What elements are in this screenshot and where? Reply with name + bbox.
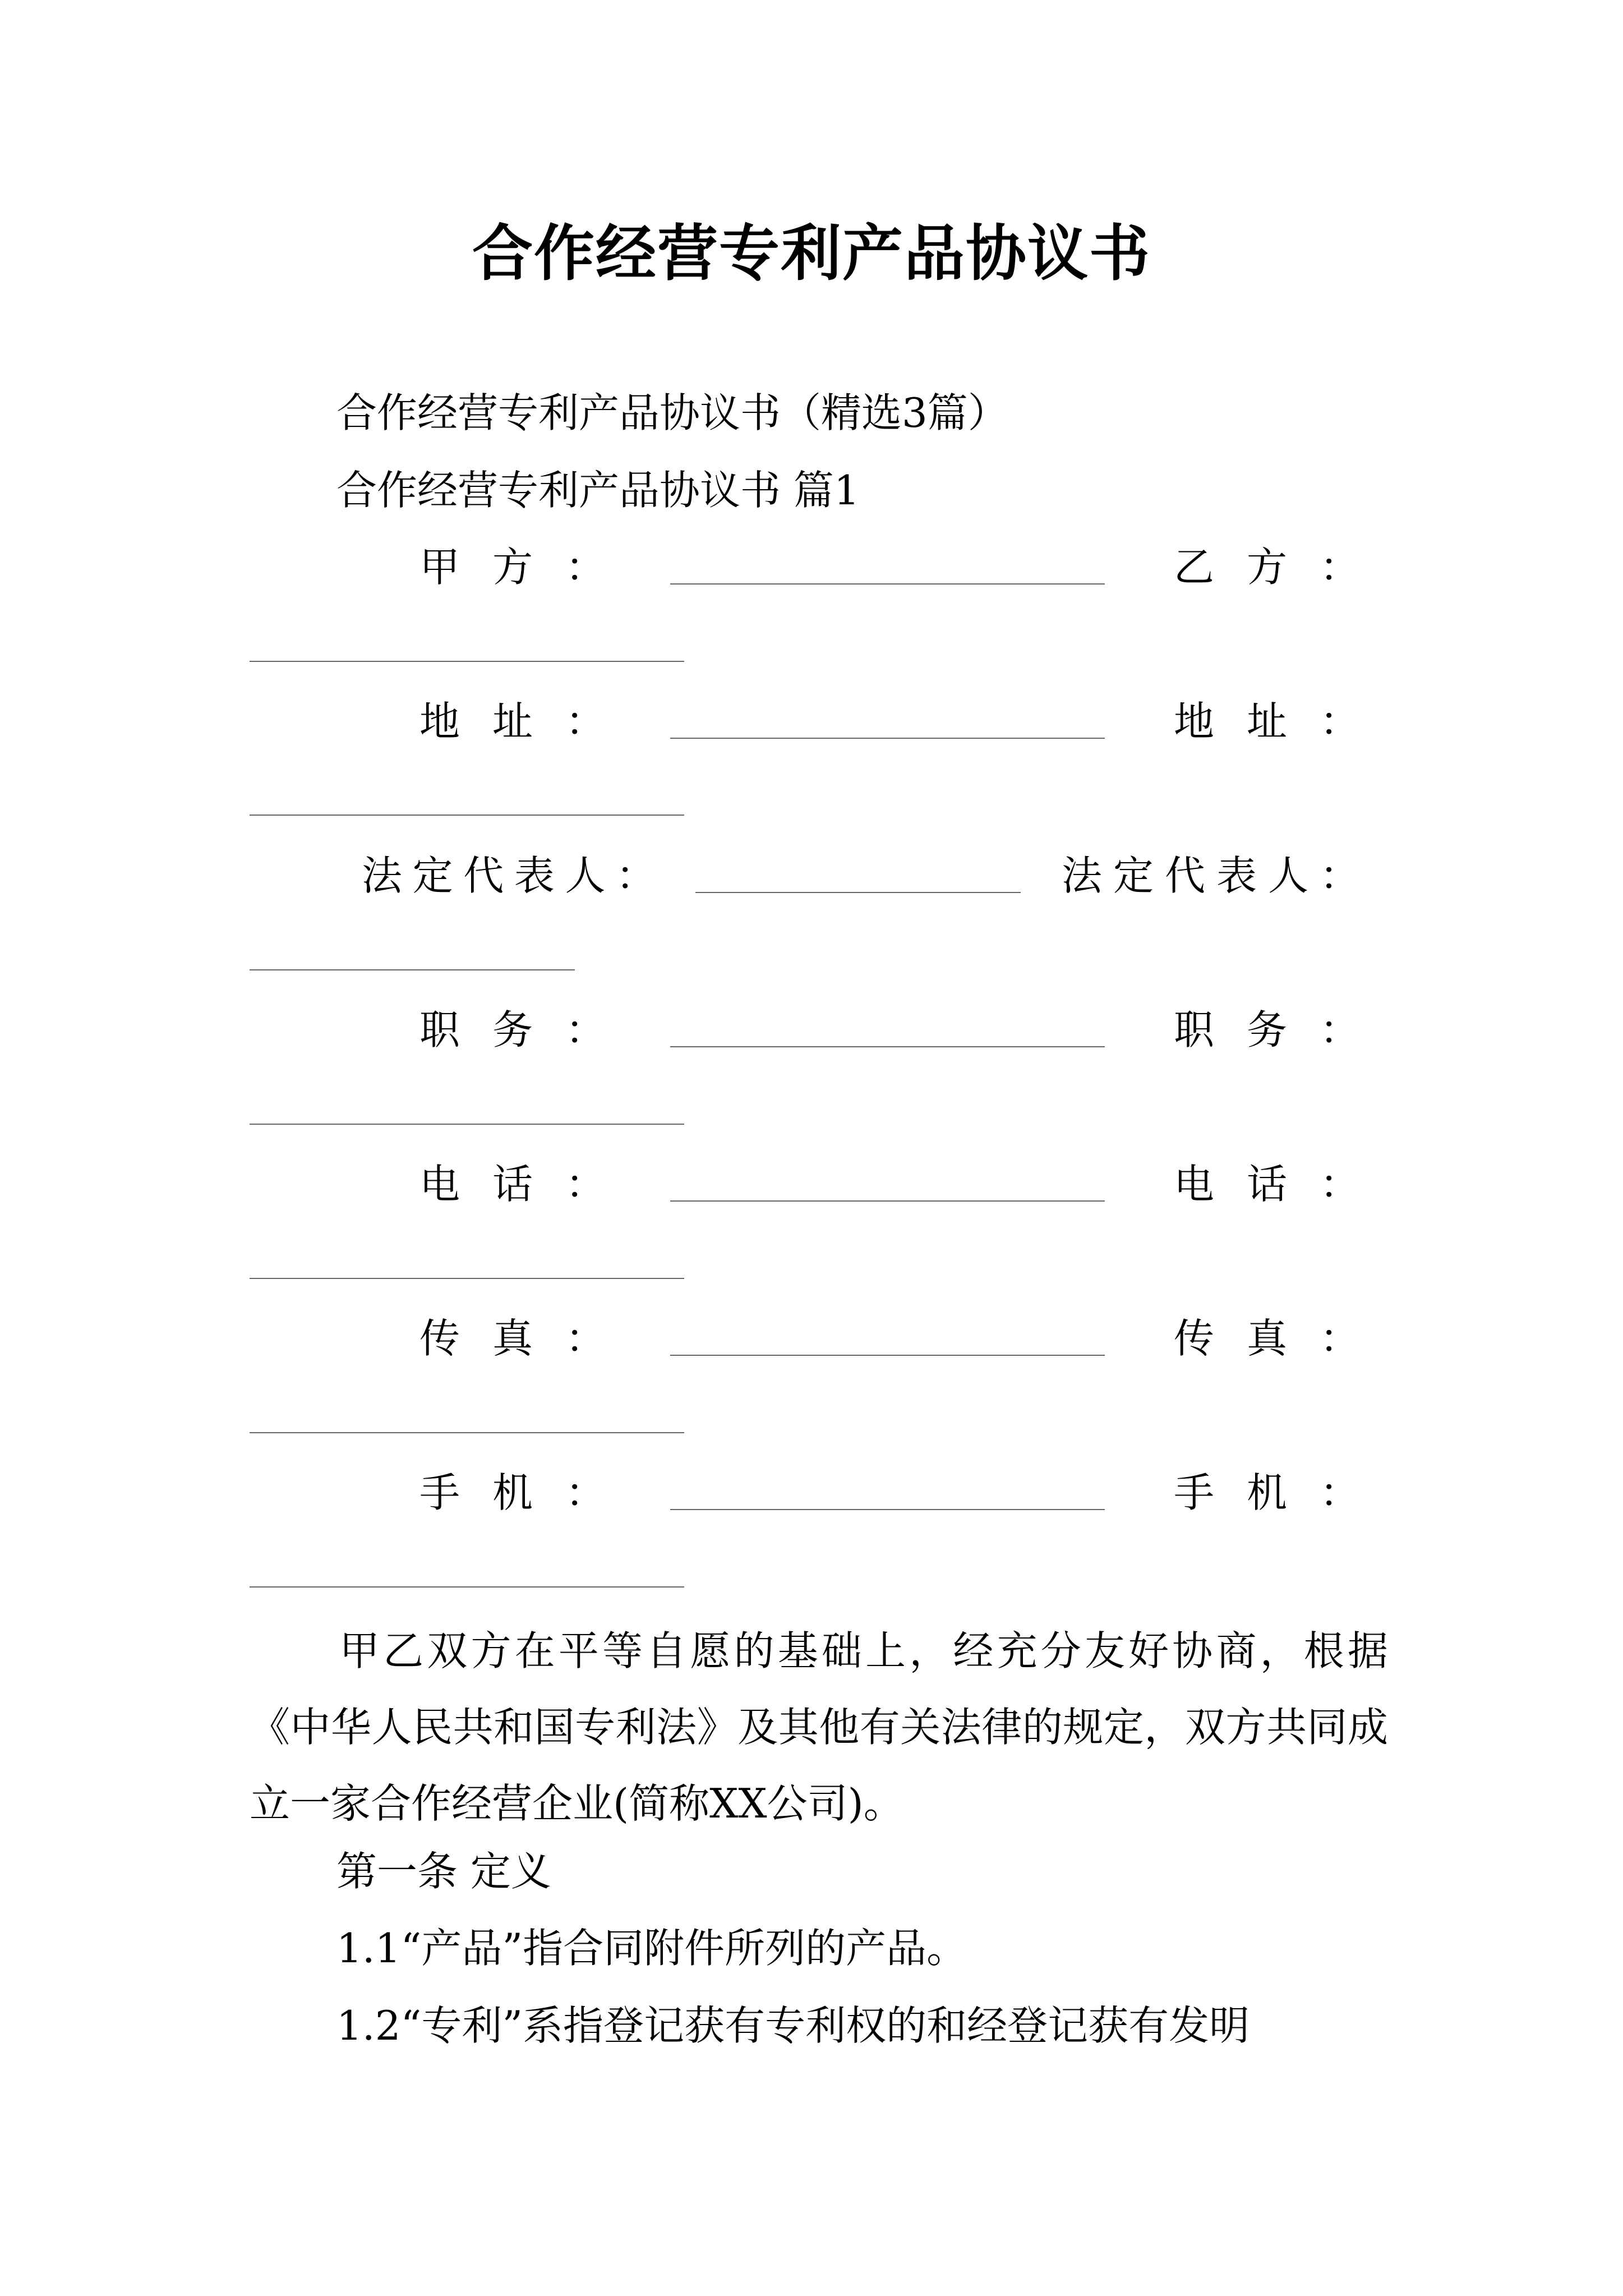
party-b-mobile-label: 手 机 ： [1174, 1469, 1360, 1516]
party-b-position-label: 职 务 ： [1174, 1006, 1360, 1053]
party-a-legal-rep-blank[interactable] [695, 892, 1021, 893]
party-a-phone-blank[interactable] [670, 1200, 1105, 1202]
party-a-position-blank[interactable] [670, 1046, 1105, 1047]
party-b-label: 乙 方 ： [1174, 544, 1360, 591]
party-b-legal-rep-label: 法 定 代 表 人 ： [1062, 852, 1360, 899]
party-b-mobile-blank[interactable] [250, 1586, 684, 1588]
party-a-label: 甲 方 ： [419, 544, 606, 591]
clause-1-2: 1.2“专利”系指登记获有专利权的和经登记获有发明 [336, 2002, 1250, 2049]
document-title: 合作经营专利产品协议书 [472, 218, 1151, 289]
party-a-fax-blank[interactable] [670, 1355, 1105, 1356]
party-a-blank[interactable] [670, 583, 1105, 585]
section-heading: 合作经营专利产品协议书 篇1 [336, 467, 860, 514]
intro-paragraph: 甲乙双方在平等自愿的基础上，经充分友好协商，根据《中华人民共和国专利法》及其他有关法律的规定，双方共同成立一家合作经营企业(简称XX公司)。 [250, 1627, 1388, 1827]
article-1-heading: 第一条 定义 [336, 1848, 551, 1895]
party-a-phone-label: 电 话 ： [419, 1161, 606, 1208]
party-b-phone-label: 电 话 ： [1174, 1161, 1360, 1208]
party-a-position-label: 职 务 ： [419, 1006, 606, 1053]
party-a-address-label: 地 址 ： [419, 698, 606, 745]
document-subtitle: 合作经营专利产品协议书（精选3篇） [336, 389, 1008, 436]
party-b-fax-label: 传 真 ： [1174, 1315, 1360, 1362]
party-b-address-label: 地 址 ： [1174, 698, 1360, 745]
party-a-address-blank[interactable] [670, 738, 1105, 739]
party-b-address-blank[interactable] [250, 815, 684, 816]
party-b-blank[interactable] [250, 661, 684, 662]
party-b-phone-blank[interactable] [250, 1278, 684, 1279]
party-a-mobile-blank[interactable] [670, 1509, 1105, 1510]
party-a-legal-rep-label: 法 定 代 表 人 ： [362, 852, 656, 899]
party-a-fax-label: 传 真 ： [419, 1315, 606, 1362]
party-b-legal-rep-blank[interactable] [250, 969, 575, 970]
party-a-mobile-label: 手 机 ： [419, 1469, 606, 1516]
party-b-fax-blank[interactable] [250, 1432, 684, 1433]
party-b-position-blank[interactable] [250, 1124, 684, 1125]
clause-1-1: 1.1“产品”指合同附件所列的产品。 [336, 1925, 967, 1972]
